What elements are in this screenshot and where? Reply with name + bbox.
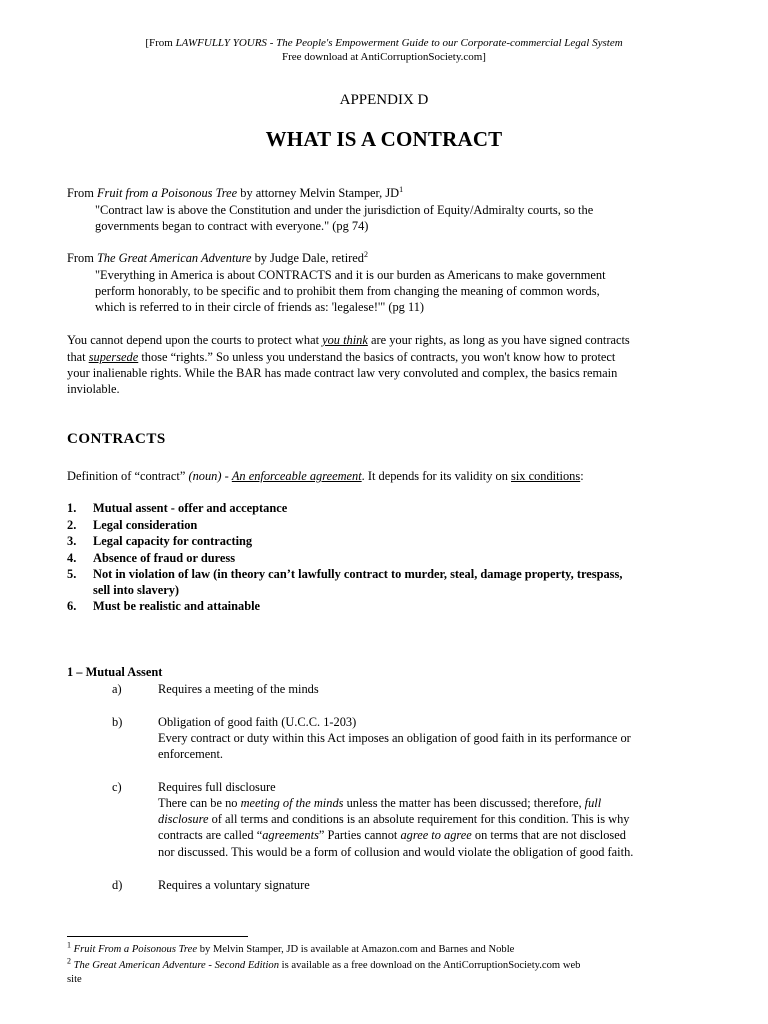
definition-text: . It depends for its validity on bbox=[361, 469, 512, 483]
quote2-book: The Great American Adventure bbox=[96, 251, 252, 265]
item-text: contracts are called “ bbox=[158, 828, 263, 842]
item-text: Requires a voluntary signature bbox=[158, 878, 310, 892]
definition-text: Definition of “contract” bbox=[67, 469, 189, 483]
item-text: of all terms and conditions is an absolute requirement for this condition. This is why bbox=[208, 812, 630, 826]
mutual-assent-item-c bbox=[112, 779, 276, 795]
header-book-subtitle: - The People's Empowerment Guide to our Corporate-commercial Legal System bbox=[266, 37, 623, 49]
intro-emphasis: you think bbox=[322, 333, 368, 347]
intro-text: You cannot depend upon the courts to protect what bbox=[67, 333, 323, 347]
condition-number: 1. bbox=[67, 501, 77, 515]
item-letter: b) bbox=[112, 715, 123, 729]
intro-line4: inviolable. bbox=[67, 382, 120, 396]
quote1-line2: governments began to contract with everyone." (pg 74) bbox=[95, 219, 369, 233]
definition-noun: (noun) bbox=[188, 469, 222, 483]
condition-number: 6. bbox=[67, 599, 77, 613]
contract-definition bbox=[67, 468, 584, 484]
quote2-line3: which is referred to in their circle of friends as: 'legalese!'" (pg 11) bbox=[95, 300, 425, 314]
condition-number: 5. bbox=[67, 567, 77, 581]
condition-item bbox=[67, 500, 287, 516]
condition-text: Legal consideration bbox=[93, 518, 198, 532]
footnote-text: by Melvin Stamper, JD is available at Amazon.com and Barnes and Noble bbox=[197, 944, 515, 955]
item-letter: d) bbox=[112, 878, 123, 892]
condition-item bbox=[67, 566, 622, 582]
condition-text: Legal capacity for contracting bbox=[93, 534, 253, 548]
footnote-marker: 1 bbox=[67, 940, 71, 950]
page-title: WHAT IS A CONTRACT bbox=[265, 127, 503, 151]
condition-item bbox=[67, 550, 235, 566]
item-emphasis: agree to agree bbox=[400, 828, 472, 842]
source-header-line1 bbox=[0, 37, 768, 49]
mutual-assent-item-b-line3: enforcement. bbox=[158, 747, 224, 761]
quote2-line2: perform honorably, to be specific and to prohibit them from changing the meaning of common words, bbox=[95, 284, 600, 298]
item-emphasis: agreements bbox=[262, 828, 319, 842]
quote2-from: From bbox=[67, 251, 97, 265]
condition-item bbox=[67, 517, 197, 533]
item-emphasis: disclosure bbox=[158, 812, 209, 826]
item-text: Requires full disclosure bbox=[158, 780, 276, 794]
footnote-text: is available as a free download on the AntiCorruptionSociety.com web bbox=[279, 960, 581, 971]
mutual-assent-item-b-line2: Every contract or duty within this Act imposes an obligation of good faith in its performance or bbox=[158, 731, 631, 745]
mutual-assent-item-c-line2 bbox=[158, 795, 601, 811]
condition-item-continued bbox=[67, 582, 179, 598]
item-text: unless the matter has been discussed; therefore, bbox=[343, 796, 585, 810]
item-text: There can be no bbox=[158, 796, 241, 810]
condition-item bbox=[67, 533, 252, 549]
item-letter: c) bbox=[112, 780, 122, 794]
mutual-assent-item-b bbox=[112, 714, 356, 730]
intro-emphasis: supersede bbox=[88, 350, 139, 364]
intro-text: that bbox=[67, 350, 89, 364]
condition-text: Absence of fraud or duress bbox=[93, 551, 236, 565]
intro-line2 bbox=[67, 349, 615, 365]
item-text: on terms that are not disclosed bbox=[471, 828, 626, 842]
footnote-ref-1[interactable]: 1 bbox=[399, 184, 404, 194]
quote1-line1: "Contract law is above the Constitution and under the jurisdiction of Equity/Admiralty courts, so the bbox=[95, 203, 594, 217]
quote2-source bbox=[67, 250, 368, 266]
footnote-2-line2: site bbox=[67, 974, 82, 985]
item-text: Obligation of good faith (U.C.C. 1-203) bbox=[158, 715, 357, 729]
condition-number: 2. bbox=[67, 518, 77, 532]
intro-text: are your rights, as long as you have signed contracts bbox=[367, 333, 630, 347]
subsection-heading-mutual-assent: 1 – Mutual Assent bbox=[67, 665, 163, 679]
appendix-label: APPENDIX D bbox=[339, 92, 429, 108]
footnote-ref-2[interactable]: 2 bbox=[363, 249, 368, 259]
header-prefix: [From bbox=[145, 37, 176, 49]
condition-text: sell into slavery) bbox=[93, 583, 180, 597]
footnote-book: Fruit From a Poisonous Tree bbox=[71, 944, 198, 955]
item-emphasis: meeting of the minds bbox=[240, 796, 344, 810]
mutual-assent-item-c-line5: nor discussed. This would be a form of collusion and would violate the obligation of good faith. bbox=[158, 845, 634, 859]
condition-text: Not in violation of law (in theory can’t lawfully contract to murder, steal, damage property, trespass, bbox=[93, 567, 623, 581]
quote1-author: by attorney Melvin Stamper, JD bbox=[237, 186, 400, 200]
intro-line3: your inalienable rights. While the BAR has made contract law very convoluted and complex, the basics remain bbox=[67, 366, 618, 380]
condition-number: 4. bbox=[67, 551, 77, 565]
item-text: Requires a meeting of the minds bbox=[158, 682, 319, 696]
condition-number: 3. bbox=[67, 534, 77, 548]
quote2-author: by Judge Dale, retired bbox=[251, 251, 364, 265]
condition-text: Mutual assent - offer and acceptance bbox=[93, 501, 288, 515]
section-heading-contracts: CONTRACTS bbox=[67, 431, 166, 447]
footnote-2 bbox=[67, 956, 581, 972]
definition-text: - bbox=[221, 469, 232, 483]
intro-text: those “rights.” So unless you understand the basics of contracts, you won't know how to protect bbox=[138, 350, 616, 364]
mutual-assent-item-c-line4 bbox=[158, 827, 626, 843]
item-letter: a) bbox=[112, 682, 122, 696]
quote1-book: Fruit from a Poisonous Tree bbox=[96, 186, 238, 200]
quote1-source bbox=[67, 185, 403, 201]
condition-text: Must be realistic and attainable bbox=[93, 599, 261, 613]
header-book-title: LAWFULLY YOURS bbox=[175, 37, 267, 49]
footnote-1 bbox=[67, 940, 515, 956]
definition-six-conditions: six conditions bbox=[511, 469, 581, 483]
mutual-assent-item-d bbox=[112, 877, 310, 893]
quote1-from: From bbox=[67, 186, 97, 200]
definition-text: : bbox=[580, 469, 584, 483]
intro-line1 bbox=[67, 332, 630, 348]
footnote-divider bbox=[67, 936, 248, 937]
item-emphasis: full bbox=[584, 796, 602, 810]
mutual-assent-item-a bbox=[112, 681, 319, 697]
quote2-line1: "Everything in America is about CONTRACTS and it is our burden as Americans to make government bbox=[95, 268, 606, 282]
condition-item bbox=[67, 598, 260, 614]
item-text: ” Parties cannot bbox=[318, 828, 401, 842]
mutual-assent-item-c-line3 bbox=[158, 811, 629, 827]
footnote-marker: 2 bbox=[67, 956, 71, 966]
definition-term: An enforceable agreement bbox=[231, 469, 362, 483]
source-header-line2: Free download at AntiCorruptionSociety.com] bbox=[282, 51, 486, 63]
footnote-book: The Great American Adventure - Second Edition bbox=[71, 960, 280, 971]
